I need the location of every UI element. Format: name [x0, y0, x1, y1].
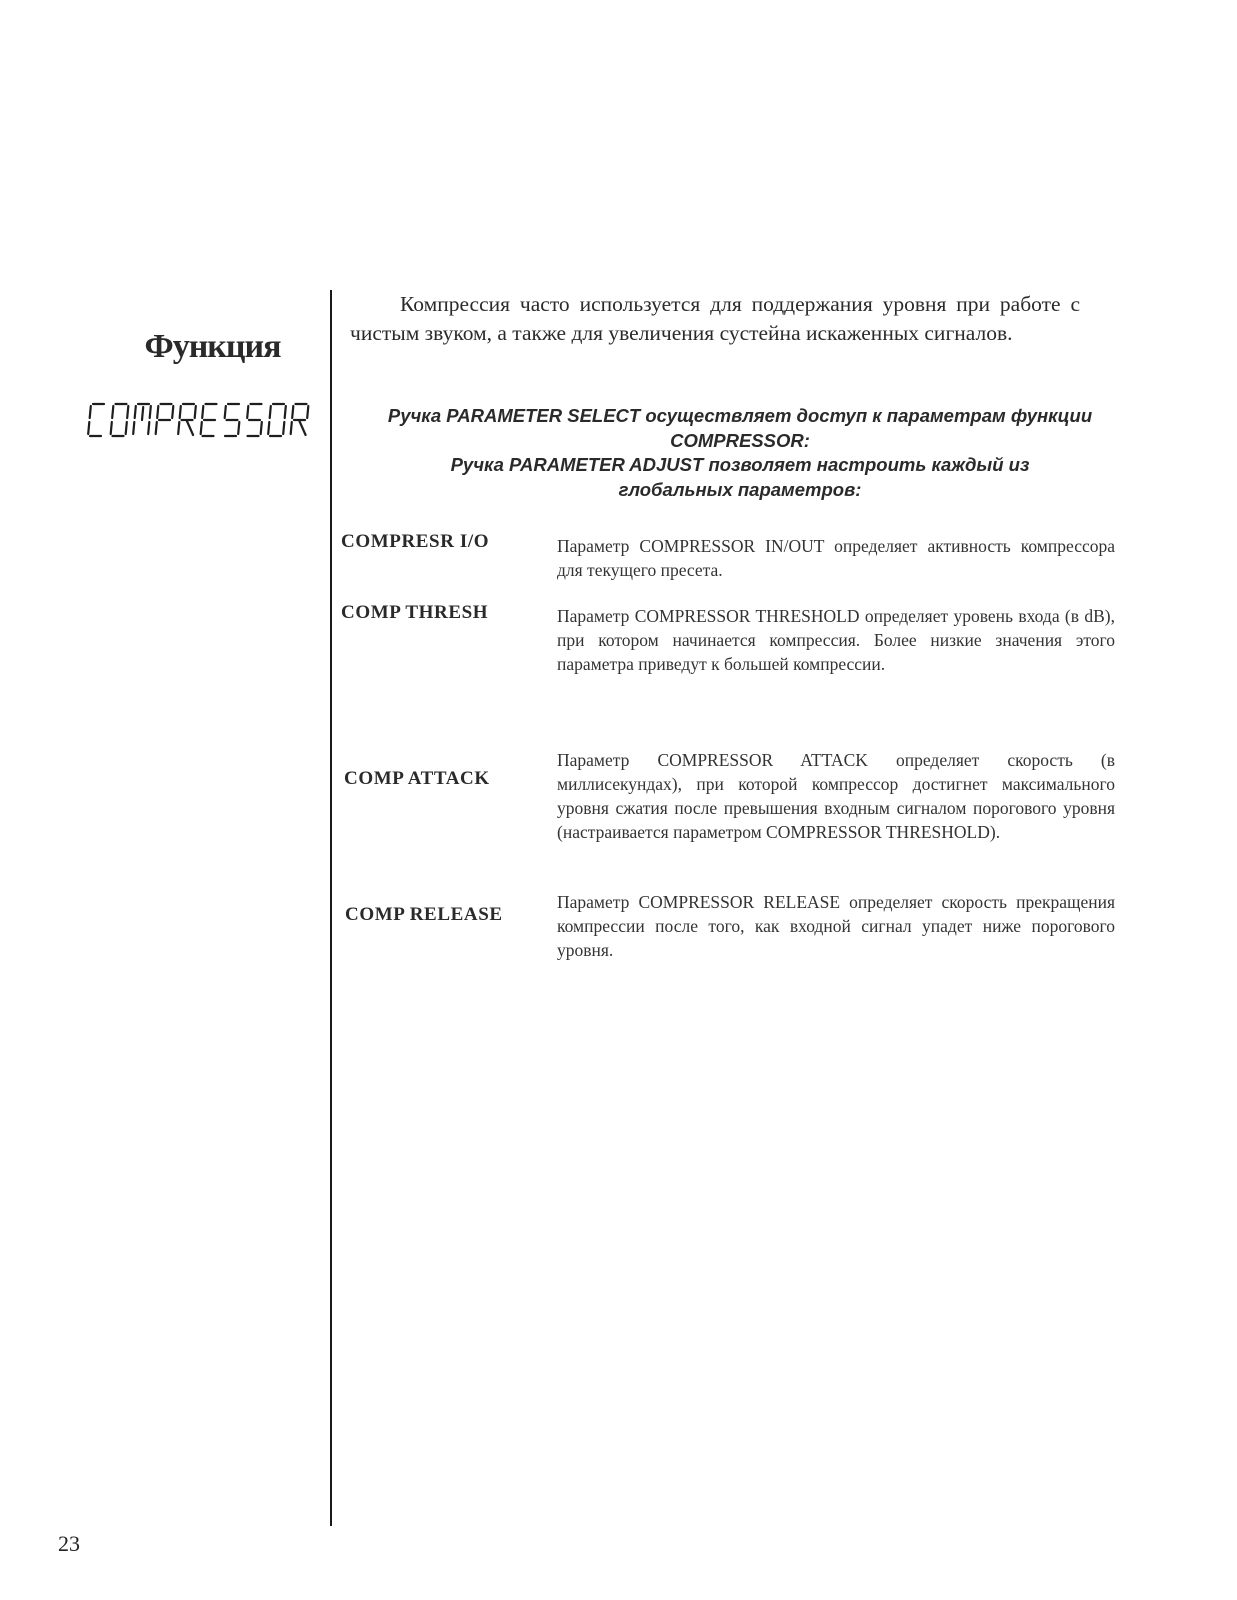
- lcd-segment: [187, 421, 193, 435]
- lcd-segment: [270, 406, 271, 418]
- lcd-segment: [201, 422, 202, 434]
- lcd-segment: [202, 406, 203, 418]
- lcd-segment: [126, 422, 127, 434]
- lcd-segment: [292, 406, 293, 418]
- knob-instructions: [345, 404, 1135, 502]
- vertical-divider: [330, 290, 332, 1526]
- lcd-segment: [112, 406, 113, 418]
- lcd-segment: [150, 406, 151, 418]
- param-name-comp-thresh: COMP THRESH: [341, 602, 489, 623]
- param-name-compressor-io: COMPRESR I/O: [341, 531, 490, 552]
- param-name-comp-release: COMP RELEASE: [345, 904, 503, 925]
- lcd-segment: [238, 422, 239, 434]
- page-number: 23: [58, 1531, 80, 1556]
- lcd-segment: [268, 422, 269, 434]
- intro-paragraph: Компрессия часто используется для поддержания уровня при работе с чистым звуком, а также для увеличения сустейна искаженных сигналов.: [350, 292, 1080, 345]
- lcd-segment: [148, 422, 149, 434]
- adjust-knob-note-line2: глобальных параметров:: [618, 478, 862, 500]
- lcd-segment: [133, 422, 134, 434]
- lcd-segment: [283, 422, 284, 434]
- lcd-segment: [261, 422, 262, 434]
- lcd-segment: [225, 406, 226, 418]
- lcd-segment: [180, 406, 181, 418]
- lcd-segment: [135, 406, 136, 418]
- lcd-segment: [111, 422, 112, 434]
- lcd-segment: [157, 406, 158, 418]
- lcd-segment: [88, 422, 89, 434]
- param-desc-compressor-io: Параметр COMPRESSOR IN/OUT определяет активность компрессора для текущего пресета.: [557, 536, 1115, 580]
- lcd-segment: [247, 406, 248, 418]
- param-desc-comp-release: Параметр COMPRESSOR RELEASE определяет скорость прекращения компрессии после того, как входной сигнал упадет ниже порогового уровня.: [557, 892, 1115, 960]
- lcd-segment: [299, 421, 305, 435]
- lcd-segment: [90, 406, 91, 418]
- lcd-segment: [172, 406, 173, 418]
- select-knob-note-line1: Ручка PARAMETER SELECT осуществляет доступ к параметрам функции: [387, 405, 1093, 426]
- lcd-segment: [307, 406, 308, 418]
- param-desc-comp-attack: Параметр COMPRESSOR ATTACK определяет скорость (в миллисекундах), при которой компрессор достигнет максимального уровня сжатия после превышения входным сигналом порогового уровня (настраивается параметром COMPRESSOR THRESHOLD).: [557, 750, 1115, 842]
- lcd-segment: [156, 422, 157, 434]
- lcd-segment: [142, 407, 143, 420]
- section-heading: Функция: [144, 328, 281, 365]
- lcd-segment-text: [86, 398, 326, 442]
- lcd-segment: [285, 406, 286, 418]
- param-name-comp-attack: COMP ATTACK: [344, 768, 490, 789]
- lcd-display-word: [86, 398, 326, 442]
- adjust-knob-note-line1: Ручка PARAMETER ADJUST позволяет настроить каждый из: [450, 454, 1030, 475]
- lcd-segment: [178, 422, 179, 434]
- lcd-segment: [127, 406, 128, 418]
- param-desc-comp-thresh: Параметр COMPRESSOR THRESHOLD определяет уровень входа (в dB), при котором начинается компрессия. Более низкие значения этого параметра приведут к большей компрессии.: [557, 606, 1115, 674]
- lcd-segment: [195, 406, 196, 418]
- select-knob-note-line2: COMPRESSOR:: [670, 429, 810, 451]
- lcd-segment: [291, 422, 292, 434]
